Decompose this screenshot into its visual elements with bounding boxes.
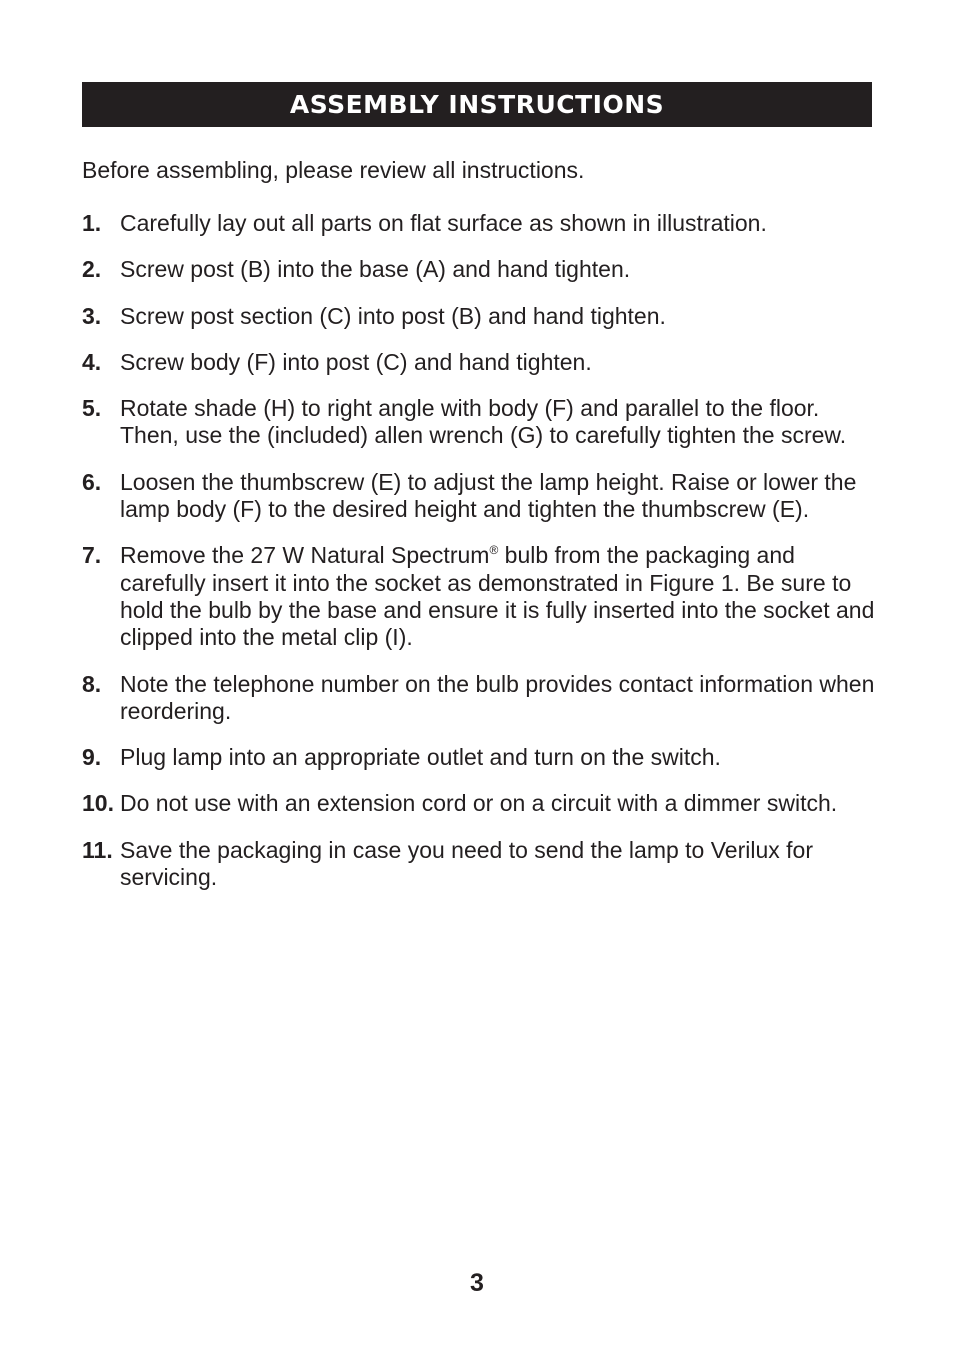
instruction-step-2 bbox=[82, 256, 882, 283]
step-number: 2. bbox=[82, 256, 102, 283]
step-text: Do not use with an extension cord or on a circuit with a dimmer switch. bbox=[120, 790, 838, 817]
step-number: 1. bbox=[82, 210, 102, 236]
step-text: Save the packaging in case you need to send the lamp to Verilux for servicing. bbox=[120, 836, 813, 891]
step-text bbox=[120, 542, 882, 651]
instruction-step-8 bbox=[82, 671, 882, 726]
step-number: 10. bbox=[82, 790, 114, 817]
step-text-part: bulb from the packaging and carefully insert it into the socket as demonstrated in Figure 1. Be sure to hold the bulb by the base and ensure it is fully inserted into the socket and clipped into the metal clip (I). bbox=[120, 542, 875, 651]
step-number: 9. bbox=[82, 744, 102, 771]
step-text: Loosen the thumbscrew (E) to adjust the lamp height. Raise or lower the lamp body (F) to the desired height and tighten the thumbscrew (E). bbox=[120, 468, 857, 523]
step-text: Rotate shade (H) to right angle with body (F) and parallel to the floor. Then, use the (included) allen wrench (G) to carefully tighten the screw. bbox=[120, 395, 847, 449]
section-title: ASSEMBLY INSTRUCTIONS bbox=[289, 90, 665, 119]
instruction-step-9 bbox=[82, 744, 882, 771]
registered-mark: ® bbox=[489, 543, 499, 558]
instruction-step-10 bbox=[82, 790, 882, 817]
step-text: Screw body (F) into post (C) and hand tighten. bbox=[120, 348, 592, 375]
step-text: Carefully lay out all parts on flat surface as shown in illustration. bbox=[120, 210, 767, 236]
step-number: 8. bbox=[82, 670, 102, 697]
step-number: 3. bbox=[82, 302, 102, 329]
step-text: Screw post section (C) into post (B) and hand tighten. bbox=[120, 302, 666, 329]
intro-text: Before assembling, please review all instructions. bbox=[82, 157, 585, 183]
step-number: 5. bbox=[82, 395, 102, 422]
instruction-step-6 bbox=[82, 469, 882, 524]
instruction-list bbox=[82, 210, 882, 910]
step-number: 6. bbox=[82, 468, 102, 495]
step-text: Note the telephone number on the bulb provides contact information when reordering. bbox=[120, 670, 875, 724]
instruction-step-11 bbox=[82, 837, 882, 892]
step-number: 11. bbox=[82, 836, 113, 863]
section-header-bar bbox=[82, 82, 872, 127]
instruction-step-4 bbox=[82, 349, 882, 376]
step-number: 4. bbox=[82, 348, 102, 375]
step-number: 7. bbox=[82, 542, 102, 569]
page-number: 3 bbox=[470, 1269, 484, 1297]
instruction-step-7 bbox=[82, 542, 882, 651]
step-text: Plug lamp into an appropriate outlet and turn on the switch. bbox=[120, 744, 721, 771]
instruction-step-5 bbox=[82, 395, 882, 450]
instruction-step-3 bbox=[82, 303, 882, 330]
step-text: Screw post (B) into the base (A) and hand tighten. bbox=[120, 256, 631, 283]
step-text-part: Remove the 27 W Natural Spectrum bbox=[120, 542, 490, 569]
instruction-step-1 bbox=[82, 210, 882, 237]
